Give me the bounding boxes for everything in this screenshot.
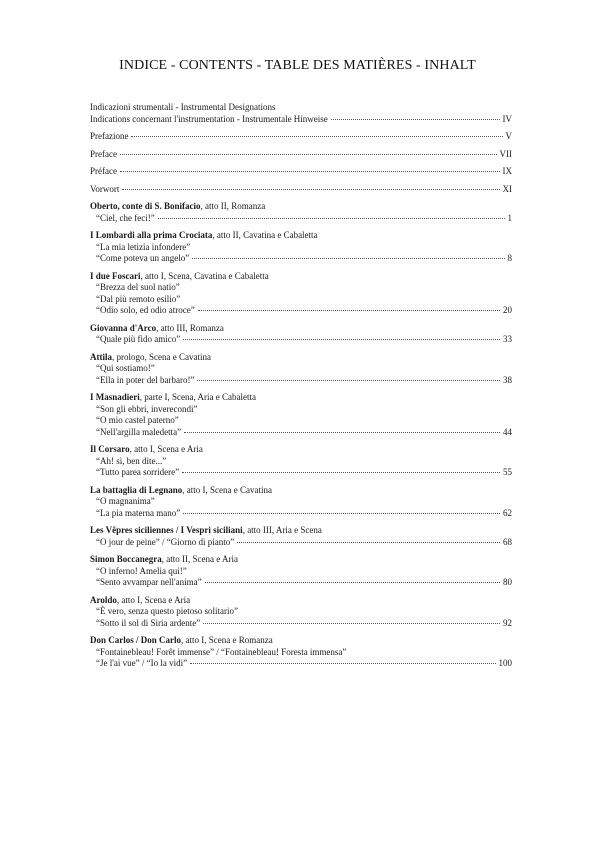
opera-entry: [90, 525, 512, 548]
opera-info: , atto II, Scena e Aria: [161, 554, 238, 564]
opera-title: Aroldo: [90, 594, 117, 605]
front-matter-entry: [90, 149, 512, 161]
front-matter-entry: [90, 102, 512, 125]
opera-info: , prologo, Scena e Cavatina: [112, 351, 211, 362]
aria-title: “Ah! sì, ben dite...”: [96, 455, 167, 466]
page-number: 33: [503, 334, 512, 344]
opera-title: Il Corsaro: [90, 444, 130, 454]
opera-heading: [90, 525, 512, 537]
toc-line: [90, 131, 512, 143]
opera-entry: [90, 323, 512, 346]
front-matter-entry: [90, 166, 512, 178]
dot-leader: [198, 310, 500, 311]
opera-info: , atto I, Scena e Aria: [129, 444, 203, 454]
opera-heading: [90, 392, 512, 404]
opera-heading: [90, 444, 512, 456]
opera-title: Oberto, conte di S. Bonifacio: [90, 201, 201, 211]
toc-line: [90, 508, 512, 520]
aria-title: “È vero, senza questo pietoso solitario”: [96, 606, 238, 616]
dot-leader: [120, 154, 497, 155]
opera-info: , atto I, Scena e Cavatina: [182, 484, 272, 495]
toc-line: [90, 305, 512, 317]
toc-line-text: “Nell'argilla maledetta”: [96, 426, 182, 437]
dot-leader: [120, 171, 500, 172]
opera-heading: [90, 323, 512, 335]
opera-info: , parte I, Scena, Aria e Cabaletta: [139, 392, 256, 402]
page-title: INDICE - CONTENTS - TABLE DES MATIÈRES - INHALT: [119, 58, 476, 73]
toc-line: [90, 149, 512, 161]
opera-info: , atto I, Scena, Cavatina e Cabaletta: [140, 270, 269, 281]
page-number: 55: [503, 467, 512, 477]
opera-entry: [90, 201, 512, 224]
toc-line-text: “Sotto il sol di Siria ardente”: [96, 617, 201, 628]
opera-title: I Masnadieri: [90, 392, 140, 402]
aria-title: “O mio castel paterno”: [96, 415, 179, 425]
dot-leader: [331, 119, 500, 120]
opera-heading: [90, 635, 512, 647]
opera-title: La battaglia di Legnano: [90, 484, 183, 495]
toc-line-text: “Tutto parea sorridere”: [96, 467, 180, 477]
opera-heading: [90, 595, 512, 607]
opera-info: , atto III, Romanza: [156, 322, 224, 333]
dot-leader: [183, 513, 500, 514]
page-number: IX: [502, 166, 512, 176]
page-number: 92: [503, 617, 512, 628]
toc-line-text: “Sento avvampar nell'anima”: [96, 577, 202, 587]
toc-line: [90, 334, 512, 346]
opera-info: , atto I, Scena e Aria: [116, 594, 191, 605]
opera-info: , atto II, Cavatina e Cabaletta: [212, 230, 318, 240]
opera-title: Attila: [90, 351, 112, 362]
toc-line-text: “O jour de peine” / “Giorno di pianto”: [96, 536, 235, 547]
dot-leader: [192, 258, 504, 259]
toc-line-text: “Come poteva un angelo”: [96, 253, 190, 263]
aria-title: “Son gli ebbri, inverecondi”: [96, 403, 198, 414]
dot-leader: [183, 339, 500, 340]
toc-line-text: Preface: [90, 148, 117, 159]
table-of-contents: [90, 102, 512, 676]
opera-info: , atto I, Scena e Romanza: [181, 635, 273, 645]
aria-title: “Dal più remoto esilio”: [96, 293, 181, 304]
opera-heading: [90, 554, 512, 566]
page-number: 100: [498, 658, 512, 668]
dot-leader: [203, 623, 500, 624]
opera-entry: [90, 485, 512, 520]
opera-title: I Lombardi alla prima Crociata: [90, 230, 213, 240]
page-number: 8: [507, 253, 512, 263]
dot-leader: [131, 136, 502, 137]
toc-line-text: “Ella in poter del barbaro!”: [96, 374, 195, 385]
dot-leader: [184, 432, 500, 433]
aria-title: “O magnanima”: [96, 496, 155, 506]
opera-info: , atto II, Romanza: [200, 201, 266, 211]
opera-info: , atto III, Aria e Scena: [242, 525, 322, 535]
page-number: 38: [503, 374, 512, 385]
toc-line-text: “Odio solo, ed odio atroce”: [96, 305, 195, 315]
toc-line: [90, 114, 512, 126]
opera-title: Les Vêpres siciliennes / I Vespri siciliani: [90, 525, 243, 535]
toc-line-text: “Quale più fido amico”: [96, 334, 181, 344]
aria-title: “Qui sostiamo!”: [96, 363, 155, 373]
dot-leader: [205, 582, 500, 583]
page-number: IV: [502, 113, 512, 124]
page-number: VII: [499, 148, 512, 159]
toc-line: [90, 618, 512, 630]
toc-line: [90, 166, 512, 178]
opera-title: Don Carlos / Don Carlo: [90, 635, 182, 645]
opera-title: Giovanna d'Arco: [90, 322, 157, 333]
dot-leader: [237, 542, 500, 543]
toc-line-text: “Je l'ai vue” / “Io la vidi”: [96, 658, 188, 668]
dot-leader: [122, 189, 499, 190]
toc-line: [90, 375, 512, 387]
dot-leader: [158, 218, 505, 219]
page-number: V: [505, 131, 512, 141]
aria-title: “O inferno! Amelia qui!”: [96, 565, 187, 576]
toc-line-text: Indicazioni strumentali - Instrumental Designations: [90, 102, 276, 112]
dot-leader: [182, 472, 500, 473]
page-number: 44: [503, 426, 512, 437]
opera-entry: [90, 554, 512, 589]
page-number: 20: [503, 305, 512, 315]
aria-title: “La mia letizia infondere”: [96, 241, 191, 252]
toc-line-text: Vorwort: [90, 183, 120, 194]
page-number: 68: [503, 536, 512, 547]
page-number: 62: [503, 507, 512, 518]
opera-heading: [90, 485, 512, 497]
page-number: 1: [507, 212, 512, 223]
front-matter-entry: [90, 131, 512, 143]
toc-line-text: Préface: [90, 166, 117, 176]
toc-line: [90, 537, 512, 549]
toc-line: [90, 184, 512, 196]
toc-line-text: “La pia materna mano”: [96, 507, 181, 518]
opera-title: Simon Boccanegra: [90, 554, 162, 564]
toc-line: [90, 467, 512, 479]
opera-heading: [90, 230, 512, 242]
opera-entry: [90, 392, 512, 438]
opera-entry: [90, 230, 512, 265]
opera-heading: [90, 352, 512, 364]
opera-entry: [90, 352, 512, 387]
opera-entry: [90, 271, 512, 317]
opera-heading: [90, 271, 512, 283]
opera-heading: [90, 201, 512, 213]
toc-line: [90, 658, 512, 670]
toc-line: [90, 577, 512, 589]
dot-leader: [190, 663, 495, 664]
toc-line-text: Indications concernant l'instrumentation - Instrumentale Hinweise: [90, 113, 328, 124]
aria-title: “Fontainebleau! Forêt immense” / “Fontainebleau! Foresta immensa”: [96, 646, 347, 657]
page-number: XI: [502, 183, 512, 194]
opera-entry: [90, 635, 512, 670]
toc-line: [90, 427, 512, 439]
front-matter-entry: [90, 184, 512, 196]
opera-title: I due Foscari: [90, 270, 141, 281]
aria-title: “Brezza del suol natio”: [96, 282, 180, 292]
toc-line: [90, 253, 512, 265]
toc-line: [90, 213, 512, 225]
opera-entry: [90, 444, 512, 479]
toc-line-text: “Ciel, che feci!”: [96, 212, 155, 223]
dot-leader: [197, 380, 500, 381]
page-number: 80: [503, 577, 512, 587]
toc-line-text: Prefazione: [90, 131, 129, 141]
opera-entry: [90, 595, 512, 630]
